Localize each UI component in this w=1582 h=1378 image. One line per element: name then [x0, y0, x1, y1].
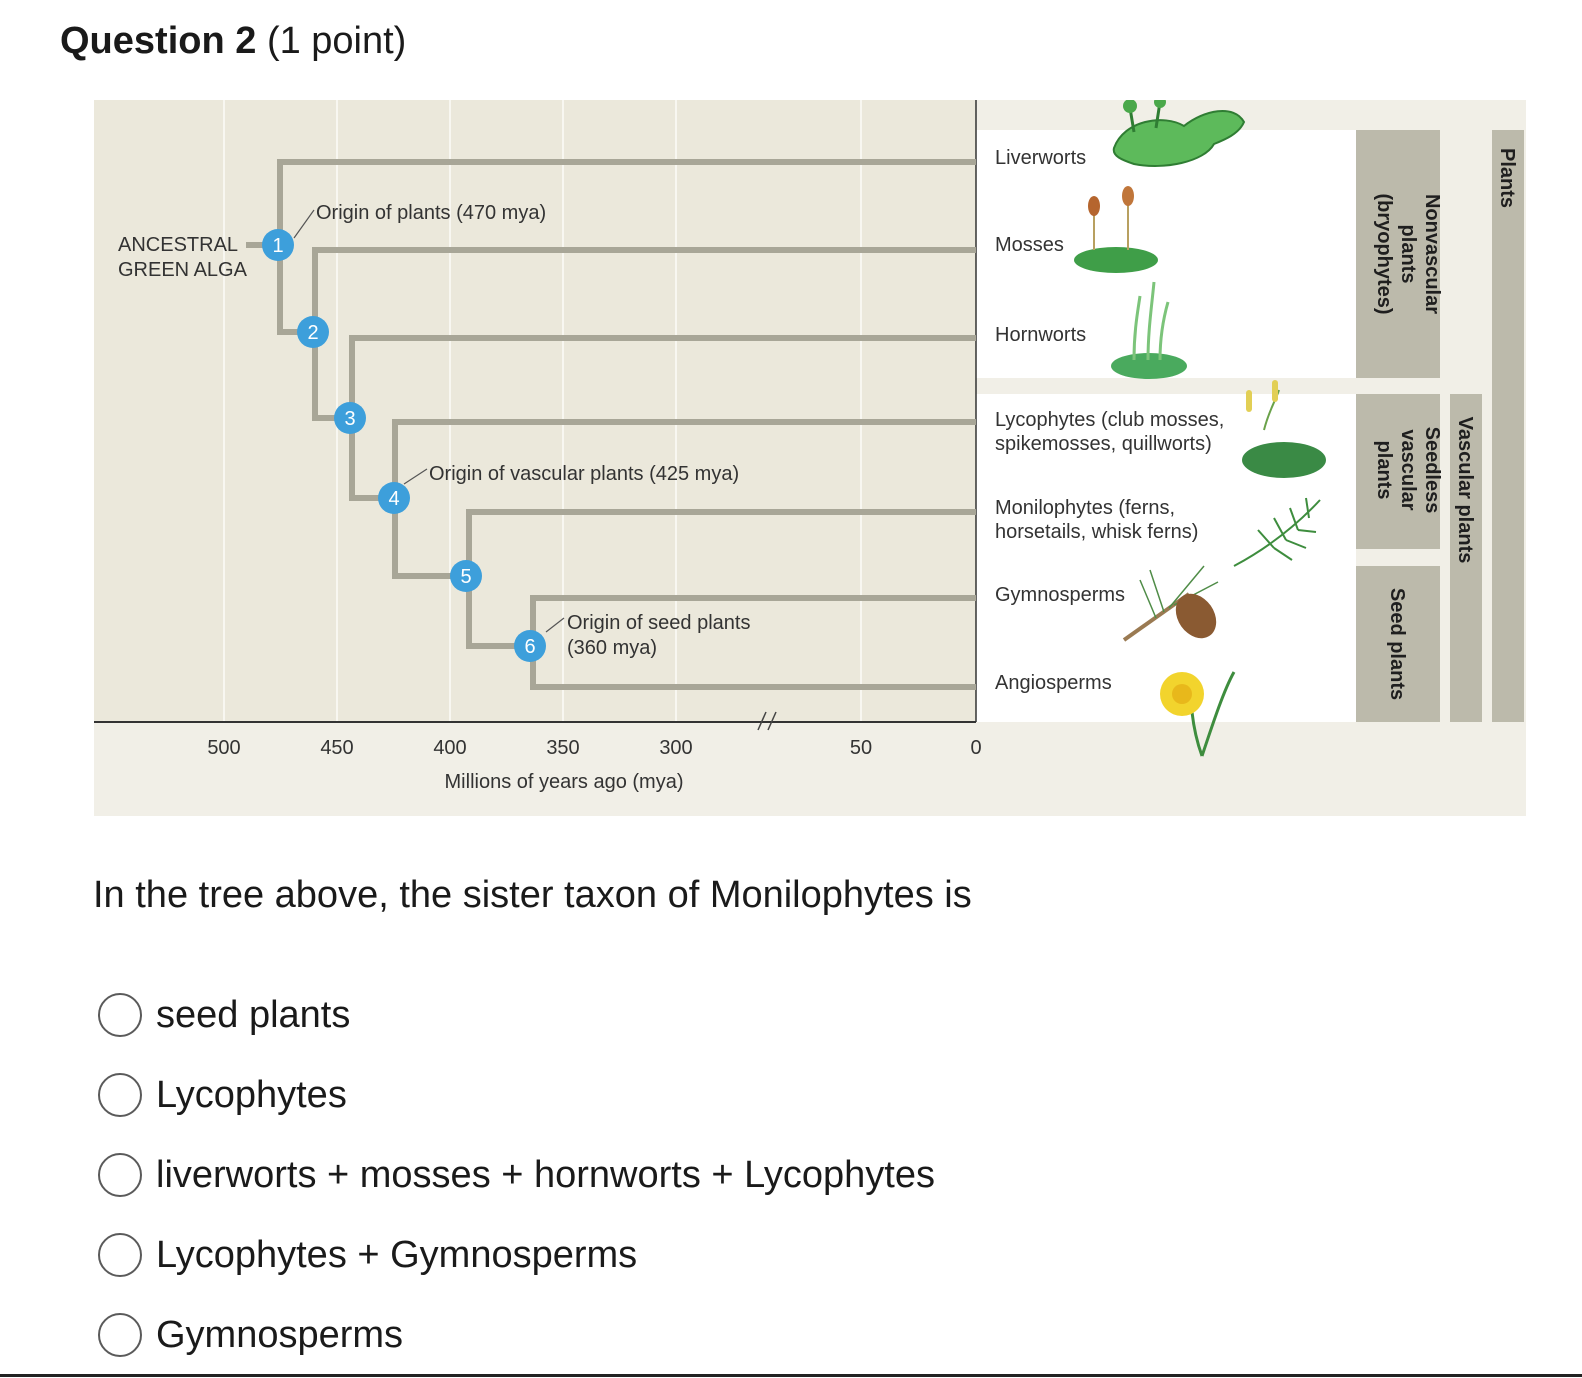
option-label: Gymnosperms: [156, 1313, 404, 1356]
group-seedless-3: plants: [1373, 440, 1395, 500]
group-plants: Plants: [1496, 147, 1518, 209]
tick-450: 450: [320, 737, 354, 759]
svg-text:6: 6: [524, 636, 536, 658]
taxon-hornworts: Hornworts: [995, 324, 1087, 346]
axis-label: Millions of years ago (mya): [444, 771, 684, 793]
node-1: [262, 229, 294, 261]
annotation-seed-origin-1: Origin of seed plants: [567, 612, 751, 634]
annotation-vascular-origin: Origin of vascular plants (425 mya): [429, 463, 740, 485]
option-seed-plants[interactable]: [98, 975, 935, 1055]
svg-text:4: 4: [388, 488, 400, 510]
tick-400: 400: [433, 737, 467, 759]
question-header: [60, 20, 406, 63]
radio-button[interactable]: [98, 993, 142, 1037]
svg-text:5: 5: [460, 566, 472, 588]
option-label: liverworts + mosses + hornworts + Lycophytes: [156, 1153, 935, 1196]
answer-options: [98, 975, 935, 1375]
option-label: Lycophytes + Gymnosperms: [156, 1233, 638, 1276]
option-bryophytes-plus-lycophytes[interactable]: [98, 1135, 935, 1215]
svg-text:2: 2: [307, 322, 319, 344]
taxon-gymnosperms: Gymnosperms: [995, 584, 1126, 606]
option-label: seed plants: [156, 993, 351, 1036]
taxon-monilophytes-1: Monilophytes (ferns,: [995, 497, 1176, 519]
tick-50: 50: [849, 737, 873, 759]
group-seedless-2: vascular: [1397, 429, 1419, 511]
taxon-mosses: Mosses: [995, 234, 1064, 256]
node-6: [514, 630, 546, 662]
group-seedless-1: Seedless: [1421, 426, 1443, 514]
plants-bar: [1492, 130, 1524, 722]
taxon-lycophytes-2: spikemosses, quillworts): [995, 433, 1212, 455]
taxon-liverworts: Liverworts: [995, 147, 1087, 169]
tick-0: 0: [970, 737, 982, 759]
group-vascular-plants: Vascular plants: [1454, 416, 1476, 564]
question-title: Question 2: [60, 20, 257, 62]
group-seed-plants: Seed plants: [1386, 587, 1408, 701]
radio-button[interactable]: [98, 1233, 142, 1277]
bottom-divider: [0, 1374, 1582, 1377]
option-gymnosperms[interactable]: [98, 1295, 935, 1375]
question-prompt: In the tree above, the sister taxon of Monilophytes is: [93, 874, 972, 916]
node-2: [297, 316, 329, 348]
group-nonvascular-2: plants: [1397, 224, 1419, 284]
group-nonvascular-1: Nonvascular: [1421, 193, 1443, 315]
annotation-plants-origin: Origin of plants (470 mya): [316, 202, 547, 224]
node-4: [378, 482, 410, 514]
taxon-angiosperms: Angiosperms: [995, 672, 1112, 694]
option-lycophytes[interactable]: [98, 1055, 935, 1135]
node-3: [334, 402, 366, 434]
tick-350: 350: [546, 737, 580, 759]
radio-button[interactable]: [98, 1313, 142, 1357]
root-label-2: GREEN ALGA: [118, 259, 247, 281]
svg-text:1: 1: [272, 235, 284, 257]
root-label-1: ANCESTRAL: [118, 234, 239, 256]
option-label: Lycophytes: [156, 1073, 347, 1116]
svg-text:3: 3: [344, 408, 356, 430]
radio-button[interactable]: [98, 1153, 142, 1197]
tick-300: 300: [659, 737, 693, 759]
phylogenetic-tree-figure: [94, 100, 1526, 816]
question-points: (1 point): [266, 20, 407, 62]
taxon-lycophytes-1: Lycophytes (club mosses,: [995, 409, 1225, 431]
node-5: [450, 560, 482, 592]
taxon-monilophytes-2: horsetails, whisk ferns): [995, 521, 1199, 543]
radio-button[interactable]: [98, 1073, 142, 1117]
tick-500: 500: [207, 737, 241, 759]
group-nonvascular-3: (bryophytes): [1373, 193, 1395, 315]
option-lycophytes-plus-gymnosperms[interactable]: [98, 1215, 935, 1295]
annotation-seed-origin-2: (360 mya): [567, 637, 658, 659]
